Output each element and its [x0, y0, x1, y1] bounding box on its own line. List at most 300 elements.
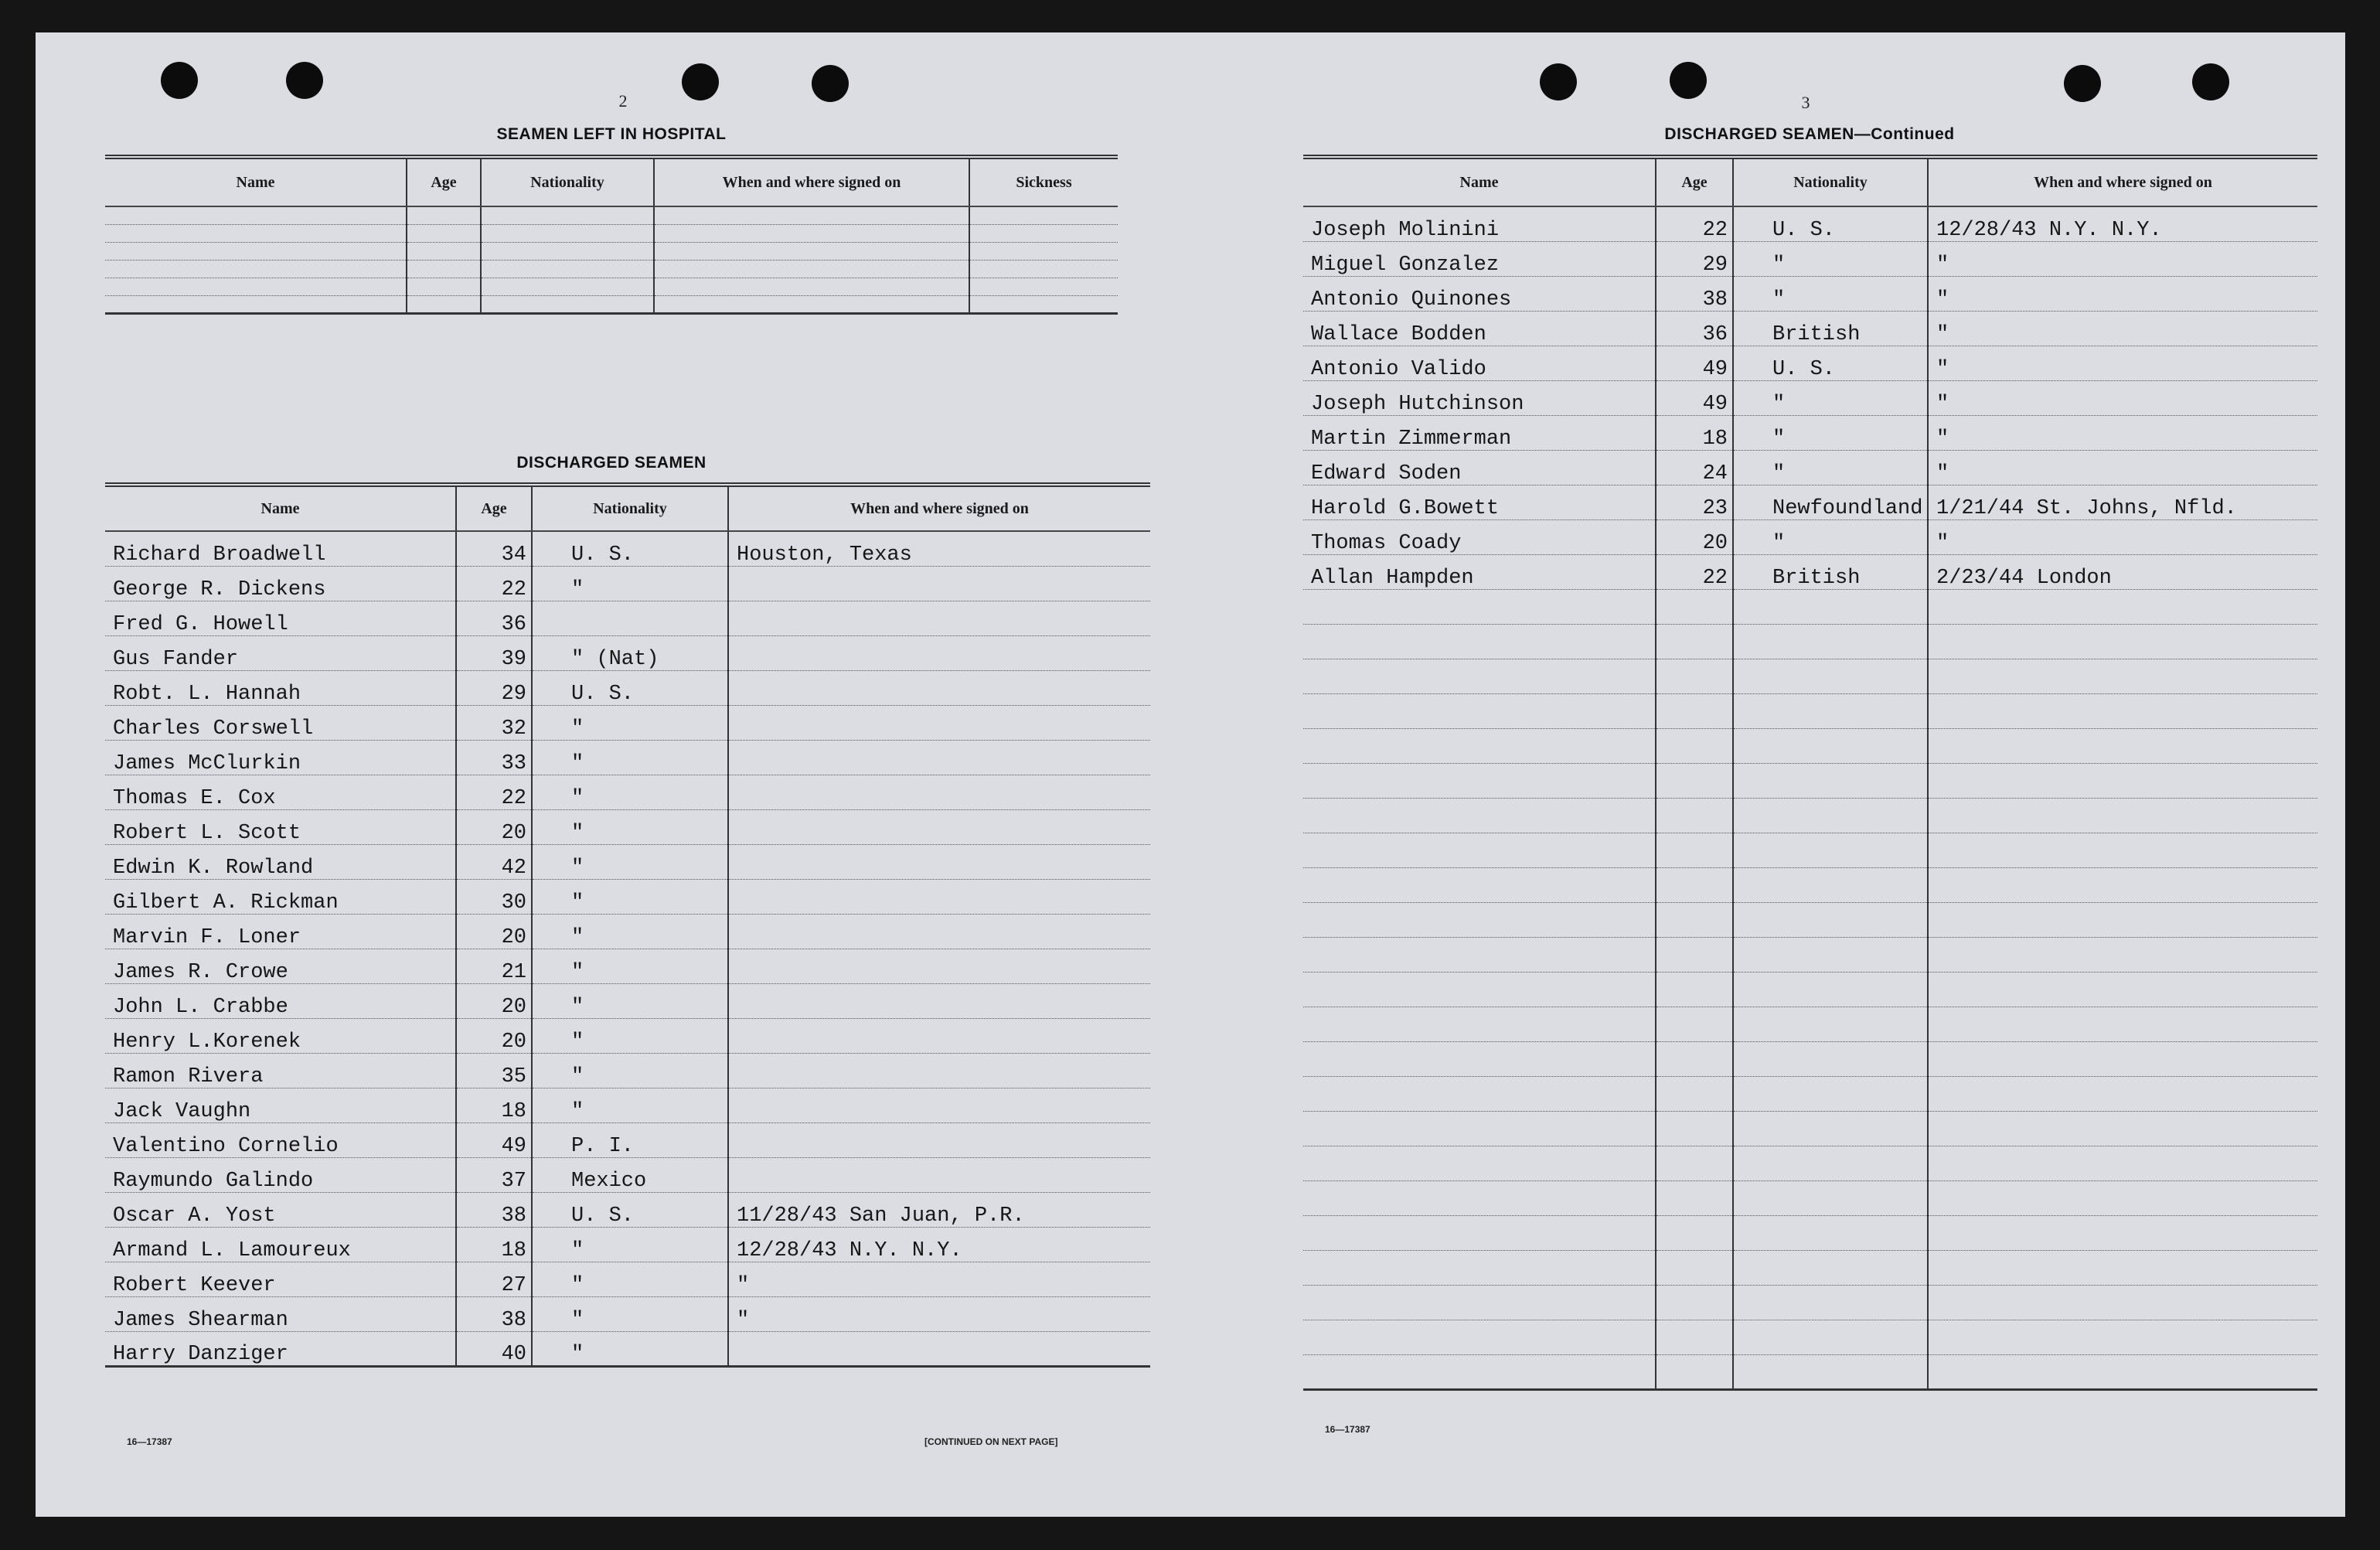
cell-name: [105, 224, 407, 242]
table-row: [105, 1227, 1150, 1262]
cell-age: [1656, 1285, 1733, 1320]
cell-age: [1656, 1007, 1733, 1041]
cell-nationality: ": [532, 809, 728, 844]
cell-signed-on: [1928, 1180, 2317, 1215]
cell-age: 33: [456, 740, 532, 775]
cell-signed-on: [1928, 659, 2317, 693]
cell-signed-on: [728, 601, 1150, 635]
table-row: [105, 1018, 1150, 1053]
cell-age: [407, 206, 481, 224]
cell-name: Robert Keever: [105, 1262, 456, 1296]
cell-name: John L. Crabbe: [105, 983, 456, 1018]
cell-signed-on: [728, 1053, 1150, 1088]
cell-nationality: [1733, 1041, 1928, 1076]
table-row: [1303, 624, 2317, 659]
cell-age: 22: [1656, 554, 1733, 589]
cell-signed-on: ": [728, 1262, 1150, 1296]
table-row: [1303, 1215, 2317, 1250]
cell-name: James R. Crowe: [105, 949, 456, 983]
cell-signed-on: [1928, 1354, 2317, 1389]
cell-signed-on: [1928, 728, 2317, 763]
cell-signed-on: Houston, Texas: [728, 531, 1150, 566]
table-row: [1303, 380, 2317, 415]
cell-nationality: ": [532, 1331, 728, 1366]
cell-name: Charles Corswell: [105, 705, 456, 740]
table-row: [1303, 659, 2317, 693]
cell-signed-on: ": [1928, 415, 2317, 450]
table-row: [105, 705, 1150, 740]
cell-signed-on: [728, 566, 1150, 601]
table-row: [105, 601, 1150, 635]
cell-nationality: ": [1733, 276, 1928, 311]
cell-age: 20: [1656, 520, 1733, 554]
cell-nationality: U. S.: [532, 670, 728, 705]
cell-age: [1656, 1215, 1733, 1250]
cell-name: Ramon Rivera: [105, 1053, 456, 1088]
cell-nationality: [1733, 972, 1928, 1007]
cell-nationality: [1733, 937, 1928, 972]
table-row: [1303, 1076, 2317, 1111]
cell-signed-on: 11/28/43 San Juan, P.R.: [728, 1192, 1150, 1227]
cell-name: Joseph Molinini: [1303, 206, 1656, 241]
cell-nationality: ": [1733, 241, 1928, 276]
cell-age: [1656, 902, 1733, 937]
cell-nationality: [481, 260, 654, 278]
cell-signed-on: [728, 914, 1150, 949]
right-page: [1195, 32, 2345, 1517]
table-row: [105, 1053, 1150, 1088]
cell-name: James Shearman: [105, 1296, 456, 1331]
cell-signed-on: 1/21/44 St. Johns, Nfld.: [1928, 485, 2317, 520]
cell-nationality: [1733, 1285, 1928, 1320]
cell-signed-on: [728, 844, 1150, 879]
document-sheet: [36, 32, 2345, 1517]
cell-signed-on: ": [1928, 380, 2317, 415]
cell-name: Armand L. Lamoureux: [105, 1227, 456, 1262]
table-row: [1303, 241, 2317, 276]
cell-signed-on: [654, 278, 969, 295]
cell-signed-on: [1928, 1285, 2317, 1320]
discharged-continued-title: DISCHARGED SEAMEN—Continued: [1664, 125, 1955, 143]
cell-nationality: ": [532, 566, 728, 601]
cell-age: 34: [456, 531, 532, 566]
left-page: [36, 32, 1195, 1517]
cell-nationality: [1733, 1180, 1928, 1215]
cell-nationality: ": [532, 740, 728, 775]
cell-name: Richard Broadwell: [105, 531, 456, 566]
cell-name: [105, 278, 407, 295]
cell-nationality: [481, 278, 654, 295]
cell-sickness: [969, 278, 1118, 295]
cell-sickness: [969, 224, 1118, 242]
cell-signed-on: ": [1928, 520, 2317, 554]
table-row: [1303, 1285, 2317, 1320]
cell-name: [1303, 763, 1656, 798]
cell-signed-on: [1928, 1041, 2317, 1076]
cell-name: Henry L.Korenek: [105, 1018, 456, 1053]
cell-nationality: ": [532, 914, 728, 949]
table-row: [105, 242, 1118, 260]
cell-signed-on: [1928, 867, 2317, 902]
column-header-nationality: Nationality: [532, 485, 728, 531]
column-header-age: Age: [1656, 157, 1733, 206]
hospital-table: [105, 155, 1118, 315]
cell-age: [1656, 1180, 1733, 1215]
cell-nationality: ": [532, 1296, 728, 1331]
cell-nationality: Mexico: [532, 1157, 728, 1192]
cell-age: [1656, 1111, 1733, 1146]
cell-name: Marvin F. Loner: [105, 914, 456, 949]
cell-nationality: [1733, 1007, 1928, 1041]
cell-name: Antonio Quinones: [1303, 276, 1656, 311]
cell-age: [1656, 1076, 1733, 1111]
table-row: [105, 983, 1150, 1018]
cell-signed-on: [1928, 1146, 2317, 1180]
cell-signed-on: [728, 705, 1150, 740]
cell-signed-on: [728, 1018, 1150, 1053]
table-row: [1303, 867, 2317, 902]
table-row: [105, 879, 1150, 914]
cell-name: Fred G. Howell: [105, 601, 456, 635]
cell-age: [407, 260, 481, 278]
cell-name: Thomas Coady: [1303, 520, 1656, 554]
cell-name: [1303, 972, 1656, 1007]
table-row: [1303, 693, 2317, 728]
table-row: [1303, 520, 2317, 554]
cell-name: Oscar A. Yost: [105, 1192, 456, 1227]
cell-nationality: [532, 601, 728, 635]
cell-nationality: ": [1733, 450, 1928, 485]
cell-name: Valentino Cornelio: [105, 1122, 456, 1157]
cell-age: 29: [1656, 241, 1733, 276]
cell-nationality: Newfoundland: [1733, 485, 1928, 520]
table-row: [1303, 589, 2317, 624]
cell-name: Thomas E. Cox: [105, 775, 456, 809]
cell-age: 38: [456, 1296, 532, 1331]
cell-age: 20: [456, 983, 532, 1018]
page-number: 3: [1801, 93, 1810, 112]
cell-nationality: ": [532, 983, 728, 1018]
cell-nationality: [1733, 1215, 1928, 1250]
table-row: [1303, 763, 2317, 798]
cell-name: [1303, 728, 1656, 763]
cell-signed-on: [728, 1157, 1150, 1192]
cell-name: Edwin K. Rowland: [105, 844, 456, 879]
cell-age: 20: [456, 1018, 532, 1053]
cell-signed-on: [1928, 1250, 2317, 1285]
cell-signed-on: [1928, 1007, 2317, 1041]
discharged-continued-table: [1303, 155, 2317, 1391]
cell-age: 20: [456, 914, 532, 949]
cell-name: [1303, 1354, 1656, 1389]
table-row: [1303, 1320, 2317, 1354]
cell-name: George R. Dickens: [105, 566, 456, 601]
cell-signed-on: [728, 809, 1150, 844]
continued-note: [CONTINUED ON NEXT PAGE]: [924, 1436, 1058, 1447]
table-row: [105, 278, 1118, 295]
cell-signed-on: [1928, 624, 2317, 659]
cell-age: 40: [456, 1331, 532, 1366]
cell-age: [1656, 624, 1733, 659]
cell-signed-on: ": [1928, 346, 2317, 380]
column-header-signed-on: When and where signed on: [728, 485, 1150, 531]
table-row: [105, 1331, 1150, 1366]
discharged-table: [105, 482, 1150, 1368]
cell-name: [105, 242, 407, 260]
cell-age: [1656, 1041, 1733, 1076]
cell-name: [1303, 1146, 1656, 1180]
cell-age: [1656, 763, 1733, 798]
table-row: [105, 1262, 1150, 1296]
table-row: [1303, 206, 2317, 241]
table-row: [1303, 902, 2317, 937]
table-row: [105, 1296, 1150, 1331]
cell-signed-on: [1928, 693, 2317, 728]
cell-nationality: [1733, 659, 1928, 693]
column-header-signed-on: When and where signed on: [654, 157, 969, 206]
table-row: [105, 206, 1118, 224]
cell-age: 23: [1656, 485, 1733, 520]
cell-age: 37: [456, 1157, 532, 1192]
cell-name: Jack Vaughn: [105, 1088, 456, 1122]
cell-nationality: [1733, 693, 1928, 728]
cell-age: 22: [456, 566, 532, 601]
cell-nationality: U. S.: [532, 1192, 728, 1227]
column-header-age: Age: [407, 157, 481, 206]
column-header-age: Age: [456, 485, 532, 531]
cell-name: James McClurkin: [105, 740, 456, 775]
cell-age: 18: [456, 1088, 532, 1122]
cell-age: 30: [456, 879, 532, 914]
cell-signed-on: [728, 635, 1150, 670]
table-row: [1303, 554, 2317, 589]
cell-nationality: [1733, 589, 1928, 624]
table-row: [105, 1088, 1150, 1122]
cell-age: [1656, 1320, 1733, 1354]
column-header-name: Name: [105, 157, 407, 206]
cell-nationality: ": [532, 1018, 728, 1053]
cell-nationality: [1733, 763, 1928, 798]
cell-age: 36: [1656, 311, 1733, 346]
cell-nationality: ": [532, 1088, 728, 1122]
cell-age: [1656, 937, 1733, 972]
cell-age: [1656, 659, 1733, 693]
cell-signed-on: [1928, 589, 2317, 624]
table-row: [105, 635, 1150, 670]
table-row: [1303, 1354, 2317, 1389]
cell-name: [1303, 624, 1656, 659]
cell-name: Joseph Hutchinson: [1303, 380, 1656, 415]
cell-nationality: [1733, 1250, 1928, 1285]
discharged-section-title: DISCHARGED SEAMEN: [516, 454, 707, 472]
cell-age: [1656, 798, 1733, 833]
cell-age: [407, 295, 481, 313]
table-row: [1303, 937, 2317, 972]
cell-age: [407, 242, 481, 260]
cell-nationality: [1733, 1146, 1928, 1180]
cell-age: 49: [1656, 346, 1733, 380]
cell-nationality: British: [1733, 554, 1928, 589]
cell-age: 22: [1656, 206, 1733, 241]
cell-signed-on: [1928, 1111, 2317, 1146]
cell-name: Wallace Bodden: [1303, 311, 1656, 346]
cell-signed-on: [654, 295, 969, 313]
cell-nationality: [481, 295, 654, 313]
cell-name: Edward Soden: [1303, 450, 1656, 485]
cell-age: [1656, 589, 1733, 624]
cell-name: [1303, 589, 1656, 624]
cell-nationality: ": [532, 775, 728, 809]
cell-nationality: ": [532, 1227, 728, 1262]
cell-name: [1303, 1180, 1656, 1215]
cell-nationality: ": [1733, 380, 1928, 415]
cell-name: [1303, 1076, 1656, 1111]
table-row: [1303, 1180, 2317, 1215]
cell-signed-on: [728, 740, 1150, 775]
table-row: [1303, 1250, 2317, 1285]
cell-age: 39: [456, 635, 532, 670]
cell-signed-on: ": [1928, 241, 2317, 276]
table-row: [105, 566, 1150, 601]
cell-signed-on: ": [728, 1296, 1150, 1331]
cell-signed-on: [654, 242, 969, 260]
cell-age: [1656, 1250, 1733, 1285]
cell-name: Miguel Gonzalez: [1303, 241, 1656, 276]
cell-name: [105, 260, 407, 278]
column-header-nationality: Nationality: [1733, 157, 1928, 206]
cell-signed-on: [728, 670, 1150, 705]
cell-name: [1303, 1111, 1656, 1146]
cell-age: 27: [456, 1262, 532, 1296]
table-row: [1303, 450, 2317, 485]
cell-nationality: ": [532, 1053, 728, 1088]
cell-age: 49: [456, 1122, 532, 1157]
cell-signed-on: [654, 224, 969, 242]
table-row: [105, 844, 1150, 879]
cell-nationality: British: [1733, 311, 1928, 346]
cell-signed-on: 12/28/43 N.Y. N.Y.: [1928, 206, 2317, 241]
table-row: [105, 295, 1118, 313]
cell-age: [1656, 833, 1733, 867]
column-header-signed-on: When and where signed on: [1928, 157, 2317, 206]
cell-age: 29: [456, 670, 532, 705]
cell-signed-on: [1928, 972, 2317, 1007]
cell-signed-on: [1928, 1076, 2317, 1111]
cell-name: Harry Danziger: [105, 1331, 456, 1366]
table-row: [105, 949, 1150, 983]
cell-age: [1656, 1354, 1733, 1389]
table-row: [1303, 276, 2317, 311]
table-row: [105, 775, 1150, 809]
cell-signed-on: [654, 260, 969, 278]
cell-nationality: ": [532, 879, 728, 914]
cell-name: [1303, 659, 1656, 693]
table-row: [105, 670, 1150, 705]
cell-age: 38: [456, 1192, 532, 1227]
table-row: [105, 914, 1150, 949]
table-row: [105, 531, 1150, 566]
table-row: [1303, 485, 2317, 520]
cell-nationality: [481, 206, 654, 224]
table-row: [1303, 311, 2317, 346]
table-row: [1303, 415, 2317, 450]
table-row: [1303, 1007, 2317, 1041]
column-header-name: Name: [1303, 157, 1656, 206]
cell-nationality: U. S.: [1733, 206, 1928, 241]
cell-age: [407, 224, 481, 242]
cell-nationality: U. S.: [1733, 346, 1928, 380]
table-row: [1303, 346, 2317, 380]
cell-signed-on: ": [1928, 450, 2317, 485]
cell-nationality: [1733, 1320, 1928, 1354]
cell-signed-on: [728, 879, 1150, 914]
cell-signed-on: [1928, 763, 2317, 798]
cell-signed-on: [728, 1331, 1150, 1366]
form-number: 16—17387: [1325, 1424, 1370, 1435]
cell-age: [1656, 1146, 1733, 1180]
table-row: [105, 740, 1150, 775]
cell-name: [1303, 902, 1656, 937]
cell-name: Gus Fander: [105, 635, 456, 670]
cell-nationality: ": [532, 844, 728, 879]
cell-age: 18: [456, 1227, 532, 1262]
table-row: [105, 1157, 1150, 1192]
cell-name: [105, 295, 407, 313]
table-row: [105, 260, 1118, 278]
cell-name: [1303, 1250, 1656, 1285]
cell-age: [1656, 693, 1733, 728]
cell-signed-on: [1928, 902, 2317, 937]
cell-name: [1303, 1285, 1656, 1320]
cell-nationality: [1733, 902, 1928, 937]
cell-name: Raymundo Galindo: [105, 1157, 456, 1192]
cell-age: 35: [456, 1053, 532, 1088]
cell-name: [1303, 1007, 1656, 1041]
cell-signed-on: ": [1928, 276, 2317, 311]
cell-signed-on: [728, 949, 1150, 983]
cell-age: [1656, 867, 1733, 902]
cell-signed-on: [654, 206, 969, 224]
cell-age: 32: [456, 705, 532, 740]
cell-name: Antonio Valido: [1303, 346, 1656, 380]
cell-signed-on: 12/28/43 N.Y. N.Y.: [728, 1227, 1150, 1262]
cell-nationality: [481, 242, 654, 260]
cell-signed-on: [728, 1122, 1150, 1157]
page-number: 2: [618, 91, 628, 111]
cell-nationality: ": [1733, 520, 1928, 554]
cell-name: [1303, 833, 1656, 867]
cell-age: [407, 278, 481, 295]
cell-nationality: P. I.: [532, 1122, 728, 1157]
cell-name: [1303, 693, 1656, 728]
cell-nationality: [1733, 1354, 1928, 1389]
cell-nationality: ": [532, 1262, 728, 1296]
cell-name: Gilbert A. Rickman: [105, 879, 456, 914]
cell-age: 36: [456, 601, 532, 635]
cell-name: [1303, 798, 1656, 833]
cell-name: [1303, 937, 1656, 972]
cell-age: 21: [456, 949, 532, 983]
cell-name: Robert L. Scott: [105, 809, 456, 844]
cell-age: 42: [456, 844, 532, 879]
cell-age: 38: [1656, 276, 1733, 311]
cell-nationality: [1733, 867, 1928, 902]
cell-nationality: [481, 224, 654, 242]
cell-age: 49: [1656, 380, 1733, 415]
cell-age: 20: [456, 809, 532, 844]
cell-sickness: [969, 295, 1118, 313]
cell-nationality: [1733, 1076, 1928, 1111]
